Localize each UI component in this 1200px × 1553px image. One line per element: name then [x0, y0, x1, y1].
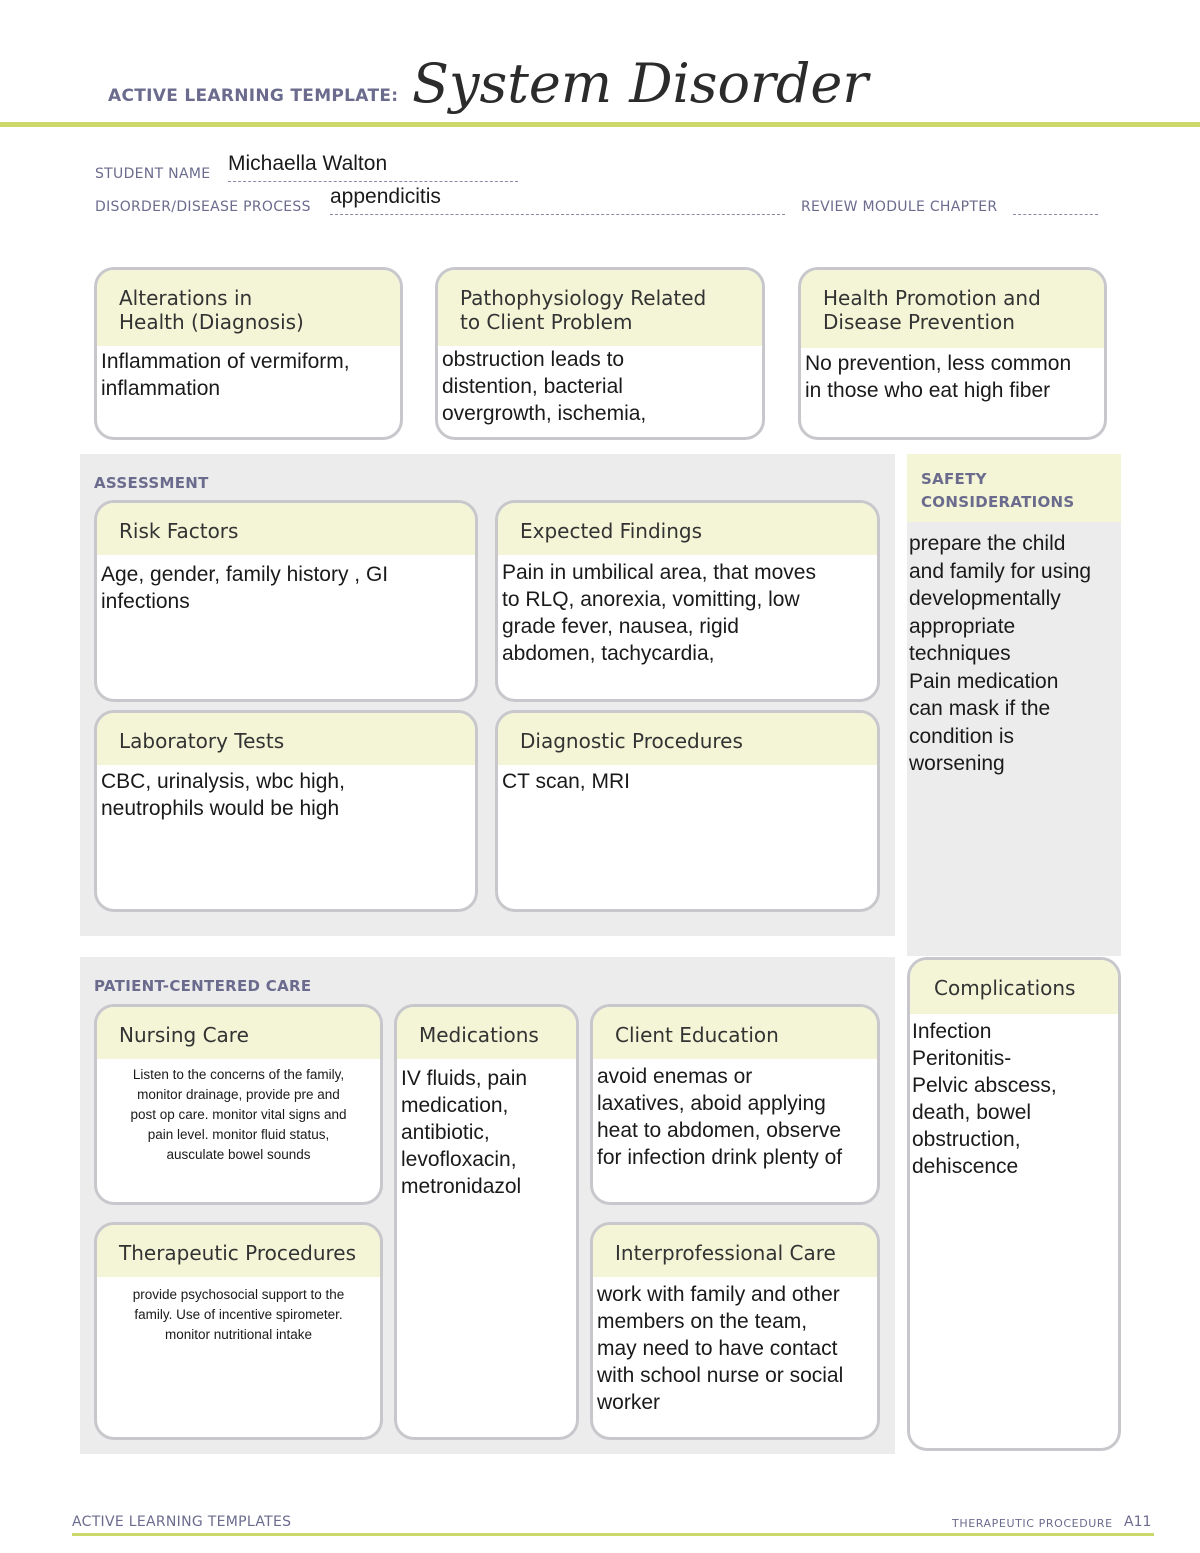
risk-factors-box [94, 500, 478, 702]
interprofessional-care-text[interactable]: work with family and other members on the team, may need to have contact with school nurse or social worker [597, 1283, 844, 1414]
review-module-label: REVIEW MODULE CHAPTER [801, 199, 998, 215]
nursing-care-text[interactable]: Listen to the concerns of the family, monitor drainage, provide pre and post op care. monitor vital signs and pain level. monitor fluid status, ausculate bowel sounds [130, 1067, 347, 1162]
complications-text[interactable]: Infection Peritonitis- Pelvic abscess, death, bowel obstruction, dehiscence [912, 1020, 1057, 1178]
footer-divider [72, 1533, 1154, 1536]
pathophysiology-heading: Pathophysiology Related to Client Problem [438, 270, 762, 346]
health-promotion-heading: Health Promotion and Disease Prevention [801, 270, 1104, 348]
expected-findings-box [495, 500, 880, 702]
disorder-label: DISORDER/DISEASE PROCESS [95, 199, 311, 215]
medications-heading: Medications [397, 1007, 576, 1059]
disorder-field[interactable]: appendicitis [330, 185, 441, 208]
student-name-label: STUDENT NAME [95, 166, 211, 182]
page-title: System Disorder [412, 52, 869, 115]
diagnostic-procedures-box [495, 710, 880, 912]
laboratory-tests-text[interactable]: CBC, urinalysis, wbc high, neutrophils would be high [101, 770, 345, 820]
assessment-label: ASSESSMENT [94, 474, 209, 492]
client-education-box [590, 1004, 880, 1205]
nursing-care-box [94, 1004, 383, 1205]
health-promotion-text[interactable]: No prevention, less common in those who eat high fiber [805, 352, 1072, 402]
alterations-text[interactable]: Inflammation of vermiform, inflammation [101, 350, 350, 400]
patient-centered-care-label: PATIENT-CENTERED CARE [94, 977, 312, 995]
client-education-heading: Client Education [593, 1007, 877, 1059]
footer-right-label: THERAPEUTIC PROCEDURE [952, 1517, 1113, 1530]
client-education-text[interactable]: avoid enemas or laxatives, aboid applying heat to abdomen, observe for infection drink plenty of [597, 1065, 843, 1169]
interprofessional-care-heading: Interprofessional Care [593, 1225, 877, 1277]
therapeutic-procedures-text[interactable]: provide psychosocial support to the family. Use of incentive spirometer. monitor nutritional intake [132, 1287, 345, 1342]
diagnostic-procedures-heading: Diagnostic Procedures [498, 713, 877, 765]
student-name-field[interactable]: Michaella Walton [228, 152, 388, 175]
disorder-underline [330, 214, 785, 215]
medications-box [394, 1004, 579, 1440]
alterations-box [94, 267, 403, 440]
laboratory-tests-heading: Laboratory Tests [97, 713, 475, 765]
therapeutic-procedures-box [94, 1222, 383, 1440]
complications-heading: Complications [910, 960, 1118, 1014]
page-number: A11 [1124, 1514, 1152, 1530]
pathophysiology-box [435, 267, 765, 440]
medications-text[interactable]: IV fluids, pain medication, antibiotic, levofloxacin, metronidazol [401, 1067, 528, 1198]
interprofessional-care-box [590, 1222, 880, 1440]
alterations-heading: Alterations in Health (Diagnosis) [97, 270, 400, 346]
therapeutic-procedures-heading: Therapeutic Procedures [97, 1225, 380, 1277]
safety-text[interactable]: prepare the child and family for using developmentally appropriate techniques Pain medication can mask if the condition is worsening [909, 532, 1092, 775]
risk-factors-heading: Risk Factors [97, 503, 475, 555]
pathophysiology-text[interactable]: obstruction leads to distention, bacterial overgrowth, ischemia, [442, 348, 647, 425]
complications-box [907, 957, 1121, 1451]
header-divider [0, 122, 1200, 127]
safety-panel [907, 454, 1121, 956]
template-label: ACTIVE LEARNING TEMPLATE: [108, 86, 399, 106]
nursing-care-heading: Nursing Care [97, 1007, 380, 1059]
laboratory-tests-box [94, 710, 478, 912]
safety-label: SAFETY CONSIDERATIONS [907, 454, 1121, 522]
diagnostic-procedures-text[interactable]: CT scan, MRI [502, 770, 630, 793]
expected-findings-heading: Expected Findings [498, 503, 877, 555]
health-promotion-box [798, 267, 1107, 440]
risk-factors-text[interactable]: Age, gender, family history , GI infections [101, 563, 389, 613]
student-name-underline [228, 181, 518, 182]
expected-findings-text[interactable]: Pain in umbilical area, that moves to RLQ, anorexia, vomitting, low grade fever, nausea, rigid abdomen, tachycardia, [502, 561, 816, 665]
review-module-underline [1013, 214, 1098, 215]
footer-left-label: ACTIVE LEARNING TEMPLATES [72, 1514, 292, 1530]
